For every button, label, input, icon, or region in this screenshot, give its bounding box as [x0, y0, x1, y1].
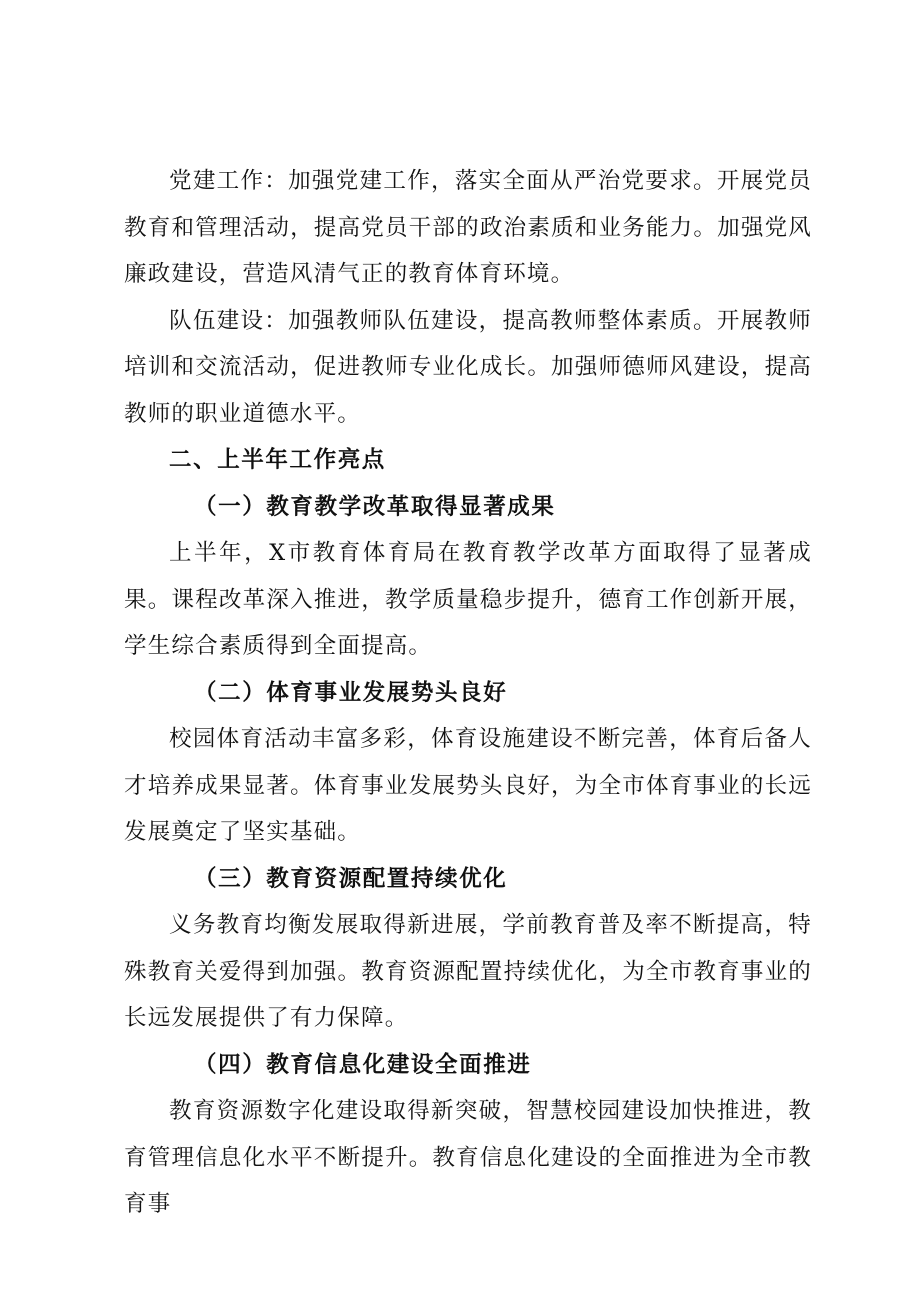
resources-paragraph: 义务教育均衡发展取得新进展，学前教育普及率不断提高，特殊教育关爱得到加强。教育资源配置持续优化，为全市教育事业的长远发展提供了有力保障。: [124, 912, 812, 1031]
team-building-paragraph: 队伍建设：加强教师队伍建设，提高教师整体素质。开展教师培训和交流活动，促进教师专业化成长。加强师德师风建设，提高教师的职业道德水平。: [124, 307, 812, 427]
section-heading-highlights: 二、上半年工作亮点: [169, 447, 386, 473]
document-body: [124, 158, 812, 1228]
informatization-paragraph: 教育资源数字化建设取得新突破，智慧校园建设加快推进，教育管理信息化水平不断提升。教育信息化建设的全面推进为全市教育事: [124, 1098, 812, 1217]
subheading-informatization: （四）教育信息化建设全面推进: [194, 1051, 532, 1078]
reform-paragraph: 上半年，X市教育体育局在教育教学改革方面取得了显著成果。课程改革深入推进，教学质量稳步提升，德育工作创新开展，学生综合素质得到全面提高。: [124, 540, 812, 659]
party-building-paragraph: 党建工作：加强党建工作，落实全面从严治党要求。开展党员教育和管理活动，提高党员干部的政治素质和业务能力。加强党风廉政建设，营造风清气正的教育体育环境。: [124, 168, 812, 287]
subheading-reform: （一）教育教学改革取得显著成果: [194, 493, 556, 520]
subheading-resources: （三）教育资源配置持续优化: [194, 865, 508, 892]
subheading-sports: （二）体育事业发展势头良好: [194, 679, 508, 706]
sports-paragraph: 校园体育活动丰富多彩，体育设施建设不断完善，体育后备人才培养成果显著。体育事业发展势头良好，为全市体育事业的长远发展奠定了坚实基础。: [124, 726, 812, 845]
